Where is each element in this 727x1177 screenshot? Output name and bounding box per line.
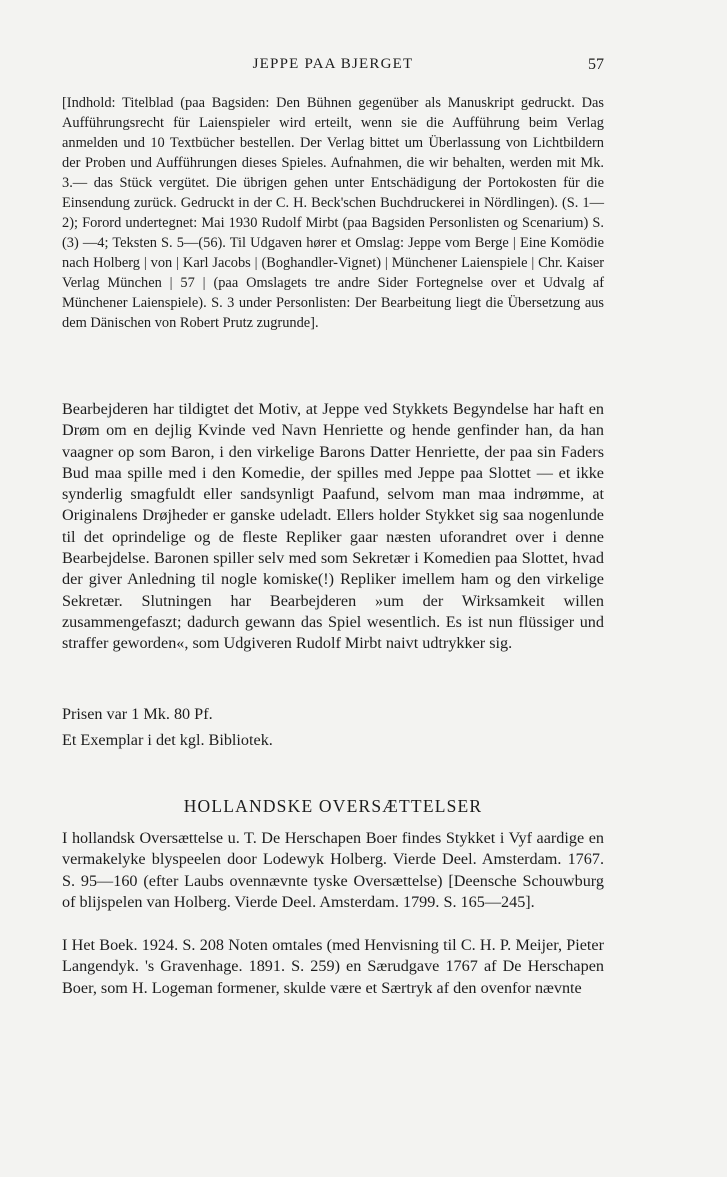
page-number: 57 xyxy=(588,56,604,73)
dutch-block-2 xyxy=(62,935,604,999)
price-block xyxy=(62,704,604,725)
adaptation-block xyxy=(62,399,604,655)
adaptation-paragraph: Bearbejderen har tildigtet det Motiv, at Jeppe ved Stykkets Begyndelse har haft en Drøm om en dejlig Kvinde ved Navn Henriette og hende genfinder han, da han vaagner op som Baron, i den virkelige Barons Datter Henriette, der paa sin Faders Bud maa spille med i den Komedie, der spilles med Jeppe paa Slottet — et ikke synderlig smagfuldt eller sandsynligt Paafund, selvom man maa indrømme, at Originalens Drøjheder er ganske udeladt. Ellers holder Stykket sig saa nogenlunde til det oprindelige og de fleste Repliker gaar næsten uforandret over i denne Bearbejdelse. Baronen spiller selv med som Sekretær i Komedien paa Slottet, hvad der giver Anledning til nogle komiske(!) Repliker imellem ham og den virkelige Sekretær. Slutningen har Bearbejderen »um der Wirksamkeit willen zusammengefaszt; dadurch gewann das Spiel wesentlich. Es ist nun flüssiger und straffer geworden«, som Udgiveren Rudolf Mirbt naivt udtrykker sig. xyxy=(62,400,604,653)
page-header xyxy=(62,56,604,78)
running-title: JEPPE PAA BJERGET xyxy=(252,56,414,72)
contents-note: [Indhold: Titelblad (paa Bagsiden: Den Bühnen gegenüber als Manuskript gedruckt. Das Aufführungsrecht für Laienspieler wird erteilt, wenn sie die Aufführung beim Verlag anmelden und 10 Textbücher bestellen. Der Verlag bittet um Überlassung von Lichtbildern der Proben und Aufführungen dieses Spieles. Aufnahmen, die wir behalten, werden mit Mk. 3.— das Stück vergütet. Die übrigen gehen unter Entschädigung der Portokosten für die Einsendung zurück. Gedruckt in der C. H. Beck'schen Buchdruckerei in Nördlingen). (S. 1—2); Forord undertegnet: Mai 1930 Rudolf Mirbt (paa Bagsiden Personlisten og Scenarium) S. (3) —4; Teksten S. 5—(56). Til Udgaven hører et Omslag: Jeppe vom Berge | Eine Komödie nach Holberg | von | Karl Jacobs | (Boghandler-Vignet) | Münchener Laienspiele | Chr. Kaiser Verlag München | 57 | (paa Omslagets tre andre Sider Fortegnelse over et Udvalg af Münchener Laienspiele). S. 3 under Personlisten: Der Bearbeitung liegt die Übersetzung aus dem Dänischen von Robert Prutz zugrunde]. xyxy=(62,95,604,331)
dutch-paragraph-2: I Het Boek. 1924. S. 208 Noten omtales (med Henvisning til C. H. P. Meijer, Pieter Langendyk. 's Gravenhage. 1891. S. 259) en Særudgave 1767 af De Herschapen Boer, som H. Logeman formener, skulde være et Særtryk af den ovenfor nævnte xyxy=(62,936,604,997)
dutch-block-1 xyxy=(62,828,604,913)
dutch-paragraph-1: I hollandsk Oversættelse u. T. De Herschapen Boer findes Stykket i Vyf aardige en vermakelyke blyspeelen door Lodewyk Holberg. Vierde Deel. Amsterdam. 1767. S. 95—160 (efter Laubs ovennævnte tyske Oversættelse) [Deensche Schouwburg of blijspelen van Holberg. Vierde Deel. Amsterdam. 1799. S. 165—245]. xyxy=(62,829,604,911)
copy-location-block xyxy=(62,730,604,751)
copy-location-line: Et Exemplar i det kgl. Bibliotek. xyxy=(62,731,273,749)
price-line: Prisen var 1 Mk. 80 Pf. xyxy=(62,705,213,723)
contents-note-block xyxy=(62,93,604,333)
section-heading: HOLLANDSKE OVERSÆTTELSER xyxy=(183,796,483,816)
